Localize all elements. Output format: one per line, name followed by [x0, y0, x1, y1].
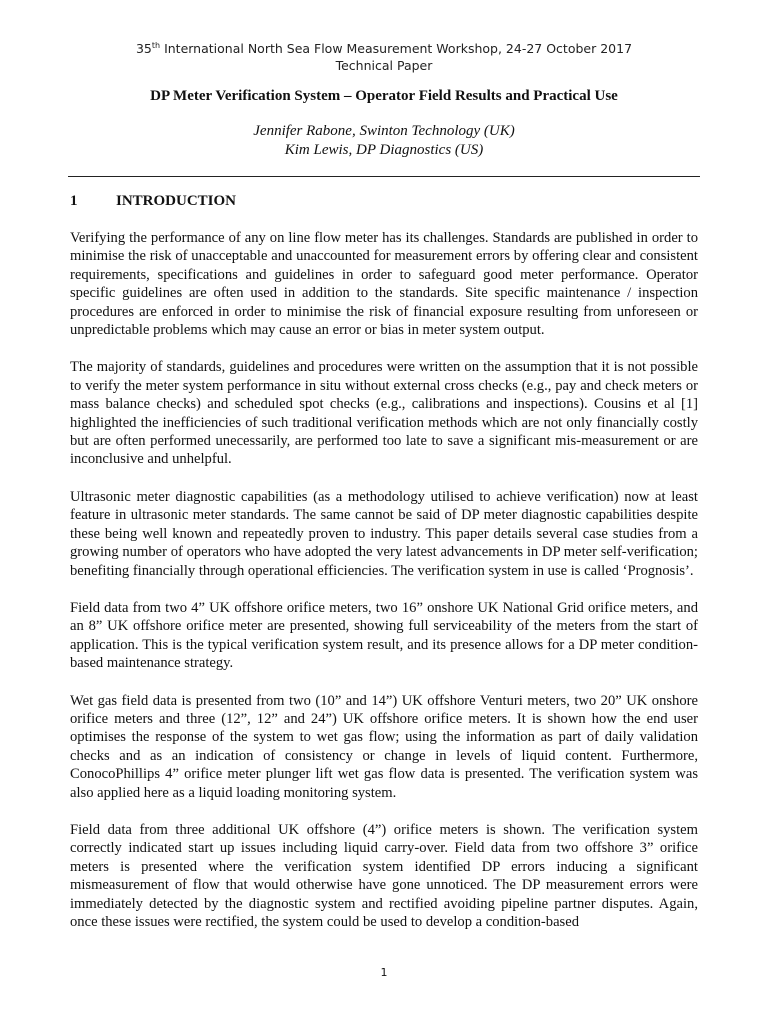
- conference-line: [0, 40, 768, 57]
- paragraph: The majority of standards, guidelines and procedures were written on the assumption that it is not possible to verify the meter system performance in situ without external cross checks (e.g., pay and check meters or mass balance checks) and scheduled spot checks (e.g., calibrations and inspections). Cousins et al [1] highlighted the inefficiencies of such traditional verification methods which are not only financially costly but are often performed unecessarily, are performed too late to save a significant mis-measurement or are inconclusive and unhelpful.: [70, 359, 698, 468]
- conference-name: International North Sea Flow Measurement Workshop, 24-27 October 2017: [160, 41, 633, 56]
- section-heading: [70, 193, 236, 210]
- paragraph: Verifying the performance of any on line flow meter has its challenges. Standards are published in order to minimise the risk of unacceptable and unaccounted for measurement errors by offering clear and consistent requirements, specifications and guidelines in order to safeguard good meter performance. Operator specific guidelines are often used in addition to the standards. Site specific maintenance / inspection procedures are enforced in order to minimise the risk of financial exposure resulting from unforeseen or unpredictable problems which may cause an error or bias in meter system output.: [70, 230, 698, 339]
- conference-header: [0, 40, 768, 74]
- paragraph: Wet gas field data is presented from two (10” and 14”) UK offshore Venturi meters, two 20” UK onshore orifice meters and three (12”, 12” and 24”) UK offshore orifice meters. It is shown how the end user optimises the response of the system to wet gas flow; using the information as part of daily validation checks and as an indication of consistency or change in levels of liquid content. Furthermore, ConocoPhillips 4” orifice meter plunger lift wet gas flow data is presented. The verification system was also applied here as a liquid loading monitoring system.: [70, 692, 698, 801]
- section-number: 1: [70, 193, 78, 209]
- author-line: Jennifer Rabone, Swinton Technology (UK): [253, 123, 515, 139]
- paragraph: Ultrasonic meter diagnostic capabilities (as a methodology utilised to achieve verification) now at least feature in ultrasonic meter standards. The same cannot be said of DP meter diagnostic capabilities despite these being well known and repeatedly proven to industry. This paper details several case studies from a growing number of operators who have adopted the very latest advancements in DP meter self-verification; benefiting financially through operational efficiencies. The verification system in use is called ‘Prognosis’.: [70, 488, 698, 579]
- edition-suffix: th: [151, 41, 161, 50]
- paragraph: Field data from two 4” UK offshore orifice meters, two 16” onshore UK National Grid orifice meters, and an 8” UK offshore orifice meter are presented, showing full serviceability of the meters from the start of application. This is the typical verification system result, and its presence allows for a DP meter condition-based maintenance strategy.: [70, 599, 698, 672]
- paper-type: Technical Paper: [335, 58, 433, 73]
- paper-title: DP Meter Verification System – Operator Field Results and Practical Use: [150, 88, 618, 104]
- edition-number: 35: [135, 41, 152, 56]
- section-title: INTRODUCTION: [116, 193, 237, 209]
- author-line: Kim Lewis, DP Diagnostics (US): [284, 142, 484, 158]
- page-number: 1: [380, 966, 388, 979]
- paragraph: Field data from three additional UK offshore (4”) orifice meters is shown. The verification system correctly indicated start up issues including liquid carry-over. Field data from two offshore 3” orifice meters is presented where the verification system identified DP errors inducing a significant mismeasurement of flow that would otherwise have gone unnoticed. The DP measurement errors were immediately detected by the diagnostic system and rectified avoiding pipeline partner disputes. Again, once these issues were rectified, the system could be used to develop a condition-based: [70, 821, 698, 930]
- body-text: [70, 229, 698, 950]
- author-block: [0, 122, 768, 160]
- header-divider: [68, 176, 700, 177]
